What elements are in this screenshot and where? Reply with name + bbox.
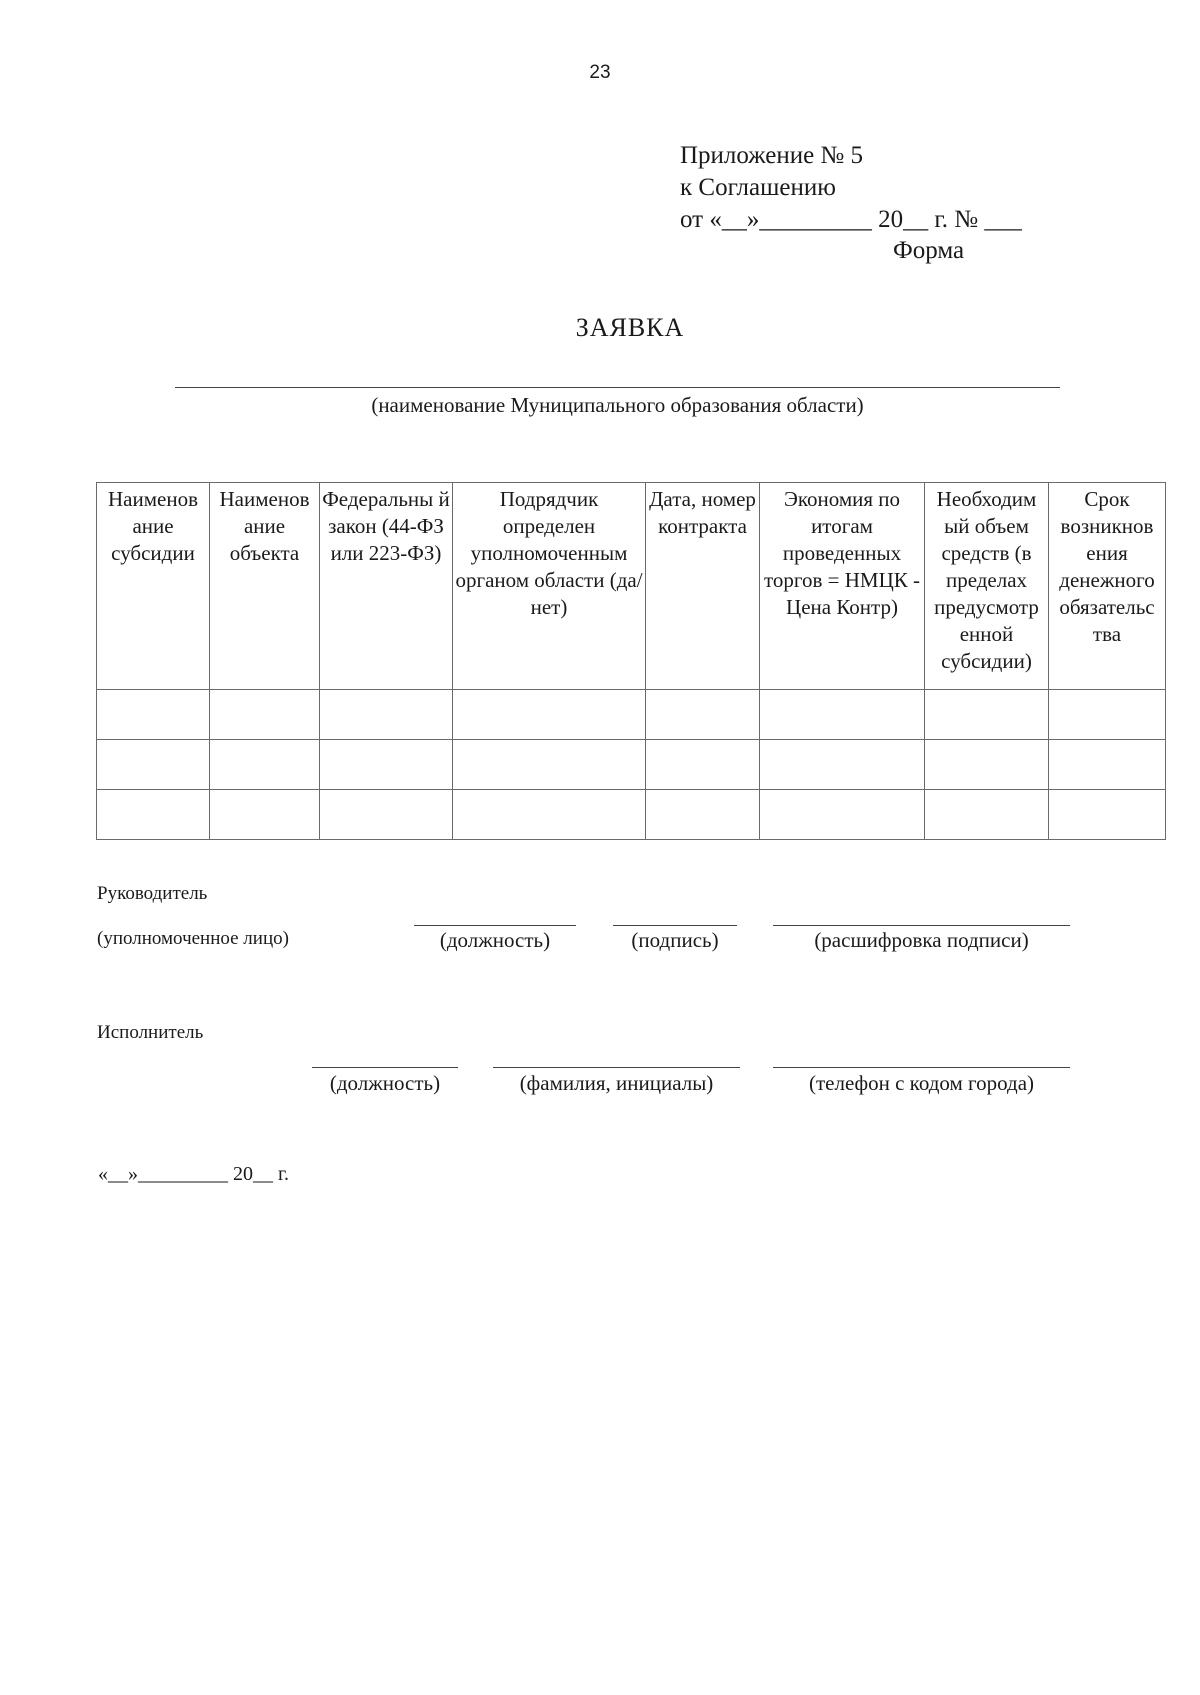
- header-obligation-term: Срок возникнов ения денежного обязательс тва: [1049, 483, 1166, 690]
- executor-name-caption: (фамилия, инициалы): [519, 1071, 714, 1095]
- head-decoding-line[interactable]: [773, 925, 1070, 926]
- table-cell[interactable]: [97, 690, 210, 740]
- table-header-row: [97, 483, 1166, 690]
- table-cell[interactable]: [646, 740, 760, 790]
- header-object-name: Наименов ание объекта: [210, 483, 320, 690]
- table-cell[interactable]: [320, 690, 453, 740]
- table-cell[interactable]: [925, 690, 1049, 740]
- page-number: 23: [589, 62, 611, 83]
- head-signature-caption: (подпись): [631, 928, 719, 952]
- table-cell[interactable]: [925, 740, 1049, 790]
- table-cell[interactable]: [210, 790, 320, 840]
- application-table: [96, 482, 1166, 840]
- table-cell[interactable]: [453, 790, 646, 840]
- table-cell[interactable]: [925, 790, 1049, 840]
- table-cell[interactable]: [210, 740, 320, 790]
- table-cell[interactable]: [210, 690, 320, 740]
- table-cell[interactable]: [320, 740, 453, 790]
- appendix-date-number: от «__»_________ 20__ г. № ___: [680, 206, 1022, 233]
- municipality-fill-line: [175, 387, 1060, 388]
- executor-name-line[interactable]: [493, 1067, 740, 1068]
- table-cell[interactable]: [453, 740, 646, 790]
- head-sublabel: (уполномоченное лицо): [97, 928, 289, 949]
- table-row: [97, 790, 1166, 840]
- table-cell[interactable]: [320, 790, 453, 840]
- table-cell[interactable]: [1049, 740, 1166, 790]
- table-cell[interactable]: [760, 790, 925, 840]
- executor-position-caption: (должность): [329, 1071, 441, 1095]
- header-savings: Экономия по итогам проведенных торгов = НМЦК - Цена Контр): [760, 483, 925, 690]
- table-cell[interactable]: [453, 690, 646, 740]
- municipality-caption: (наименование Муниципального образования области): [371, 393, 864, 417]
- header-contractor: Подрядчик определен уполномоченным органом области (да/нет): [453, 483, 646, 690]
- document-title: ЗАЯВКА: [575, 313, 685, 342]
- head-decoding-caption: (расшифровка подписи): [814, 928, 1029, 952]
- head-label: Руководитель: [97, 883, 208, 904]
- table-cell[interactable]: [97, 740, 210, 790]
- table-cell[interactable]: [760, 740, 925, 790]
- head-signature-line[interactable]: [613, 925, 737, 926]
- table-cell[interactable]: [760, 690, 925, 740]
- header-required-funds: Необходим ый объем средств (в пределах предусмотр енной субсидии): [925, 483, 1049, 690]
- header-contract-date-number: Дата, номер контракта: [646, 483, 760, 690]
- appendix-number: Приложение № 5: [680, 142, 864, 169]
- executor-phone-line[interactable]: [773, 1067, 1070, 1068]
- head-position-line[interactable]: [414, 925, 576, 926]
- executor-label: Исполнитель: [97, 1022, 204, 1043]
- table-row: [97, 740, 1166, 790]
- appendix-agreement: к Соглашению: [680, 174, 836, 201]
- table-cell[interactable]: [646, 790, 760, 840]
- executor-position-line[interactable]: [312, 1067, 458, 1068]
- table-cell[interactable]: [97, 790, 210, 840]
- table-cell[interactable]: [1049, 790, 1166, 840]
- table-cell[interactable]: [1049, 690, 1166, 740]
- form-label: Форма: [893, 237, 965, 264]
- appendix-reference: [680, 140, 1022, 236]
- header-subsidy-name: Наименов ание субсидии: [97, 483, 210, 690]
- executor-phone-caption: (телефон с кодом города): [808, 1071, 1035, 1095]
- date-line[interactable]: «__»_________ 20__ г.: [98, 1163, 289, 1185]
- header-federal-law: Федеральны й закон (44-ФЗ или 223-ФЗ): [320, 483, 453, 690]
- head-position-caption: (должность): [439, 928, 551, 952]
- table-cell[interactable]: [646, 690, 760, 740]
- table-row: [97, 690, 1166, 740]
